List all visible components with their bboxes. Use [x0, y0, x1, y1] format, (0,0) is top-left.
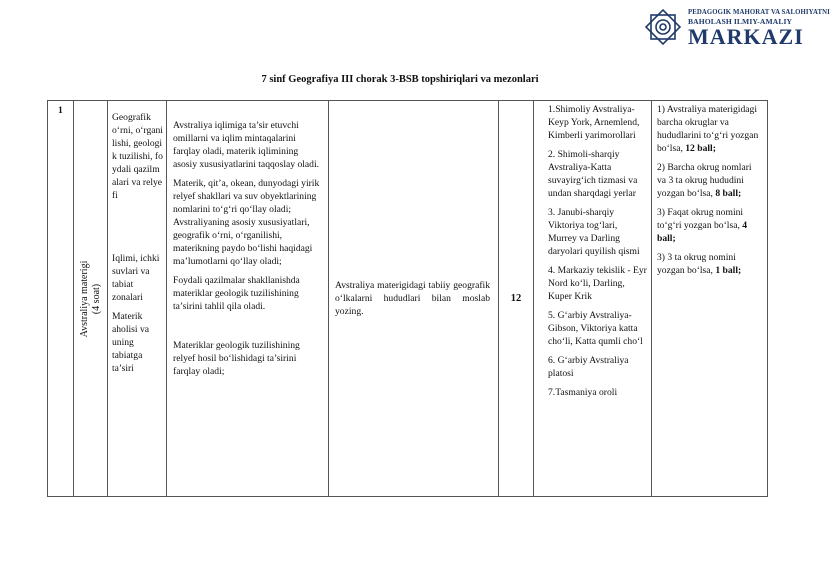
- logo-line-1: PEDAGOGIK MAHORAT VA SALOHIYATNI: [688, 9, 830, 16]
- region-item: 5. G‘arbiy Avstraliya-Gibson, Viktoriya katta cho‘li, Katta qumli cho‘l: [548, 310, 643, 347]
- assessment-table: [47, 100, 768, 497]
- logo-line-3: MARKAZI: [688, 24, 804, 49]
- document-title: 7 sinf Geografiya III chorak 3-BSB topshiriqlari va mezonlari: [261, 74, 539, 85]
- content-cell: [108, 101, 167, 497]
- criterion-text: 3) 3 ta okrug nomini yozgan bo‘lsa,: [657, 252, 736, 276]
- criterion-text: 2) Barcha okrug nomlari va 3 ta okrug hududini yozgan bo‘lsa,: [657, 162, 752, 199]
- criterion-points: 8 ball;: [715, 188, 742, 199]
- objective-item: Materik, qit’a, okean, dunyodagi yirik relyef shakllari va suv obyektlarining nomlarini to‘g‘ri qo‘llay oladi;: [173, 178, 320, 215]
- criterion-item: [657, 206, 763, 245]
- criterion-item: [657, 161, 763, 200]
- criterion-points: 12 ball;: [685, 143, 716, 154]
- regions-cell: [534, 101, 652, 497]
- content-item: Materik aholisi va uning tabiatga ta’siri: [112, 311, 150, 374]
- table-row: [48, 101, 768, 497]
- task-cell: Avstraliya materigidagi tabiiy geografik o‘lkalarni hududlari bilan moslab yozing.: [329, 101, 499, 497]
- objective-item: Materiklar geologik tuzilishining relyef hosil bo‘lishidagi ta’sirini farqlay oladi;: [173, 340, 300, 377]
- criterion-text: 3) Faqat okrug nomini to‘g‘ri yozgan bo‘lsa,: [657, 207, 744, 231]
- row-number: 1: [48, 101, 74, 497]
- criterion-item: [657, 251, 763, 277]
- criterion-points: 4 ball;: [657, 220, 748, 244]
- content-item: Iqlimi, ichki suvlari va tabiat zonalari: [112, 253, 160, 303]
- objectives-cell: [167, 101, 329, 497]
- region-item: 7.Tasmaniya oroli: [548, 387, 618, 398]
- organization-logo: [642, 6, 830, 49]
- criterion-points: 1 ball;: [715, 265, 742, 276]
- content-item: Geografik o‘rni, o‘rganilishi, geologik tuzilishi, foydali qazilmalari va relyefi: [112, 112, 163, 201]
- criterion-text: 1) Avstraliya materigidagi barcha okruglar va hududlarini to‘g‘ri yozgan bo‘lsa,: [657, 104, 759, 154]
- logo-line-2: BAHOLASH ILMIY-AMALIY: [688, 17, 793, 26]
- objective-item: Avstraliya iqlimiga ta’sir etuvchi omillarni va iqlim mintaqalarini farqlay oladi, materik iqlimining asosiy xususiyatlarini taqqoslay oladi.: [173, 120, 320, 170]
- topic-title: Avstraliya materigi: [78, 260, 90, 337]
- region-item: 6. G‘arbiy Avstraliya platosi: [548, 355, 629, 379]
- objective-item: Avstraliyaning asosiy xususiyatlari, geografik o‘rni, o‘rganilishi, materikning paydo bo‘lishi haqidagi ma’lumotlarni qo‘llay oladi;: [173, 217, 313, 267]
- criteria-cell: [652, 101, 768, 497]
- criterion-item: [657, 103, 763, 155]
- region-item: 3. Janubi-sharqiy Viktoriya tog‘lari, Murrey va Darling daryolari quyilish qismi: [548, 207, 640, 257]
- topic-cell: [74, 101, 108, 497]
- topic-hours: (4 soat): [90, 283, 102, 314]
- region-item: 1.Shimoliy Avstraliya-Keyp York, Arnemlend, Kimberli yarimorollari: [548, 104, 640, 141]
- objective-item: Foydali qazilmalar shakllanishda materiklar geologik tuzilishining ta’sirini tahlil qila oladi.: [173, 275, 300, 312]
- emblem-icon: [642, 6, 684, 48]
- score-cell: 12: [499, 101, 534, 497]
- region-item: 2. Shimoli-sharqiy Avstraliya-Katta suvayirg‘ich tizmasi va undan sharqdagi yerlar: [548, 149, 638, 199]
- topic-label: [79, 260, 103, 337]
- region-item: 4. Markaziy tekislik - Eyr Nord ko‘li, Darling, Kuper Krik: [548, 265, 647, 302]
